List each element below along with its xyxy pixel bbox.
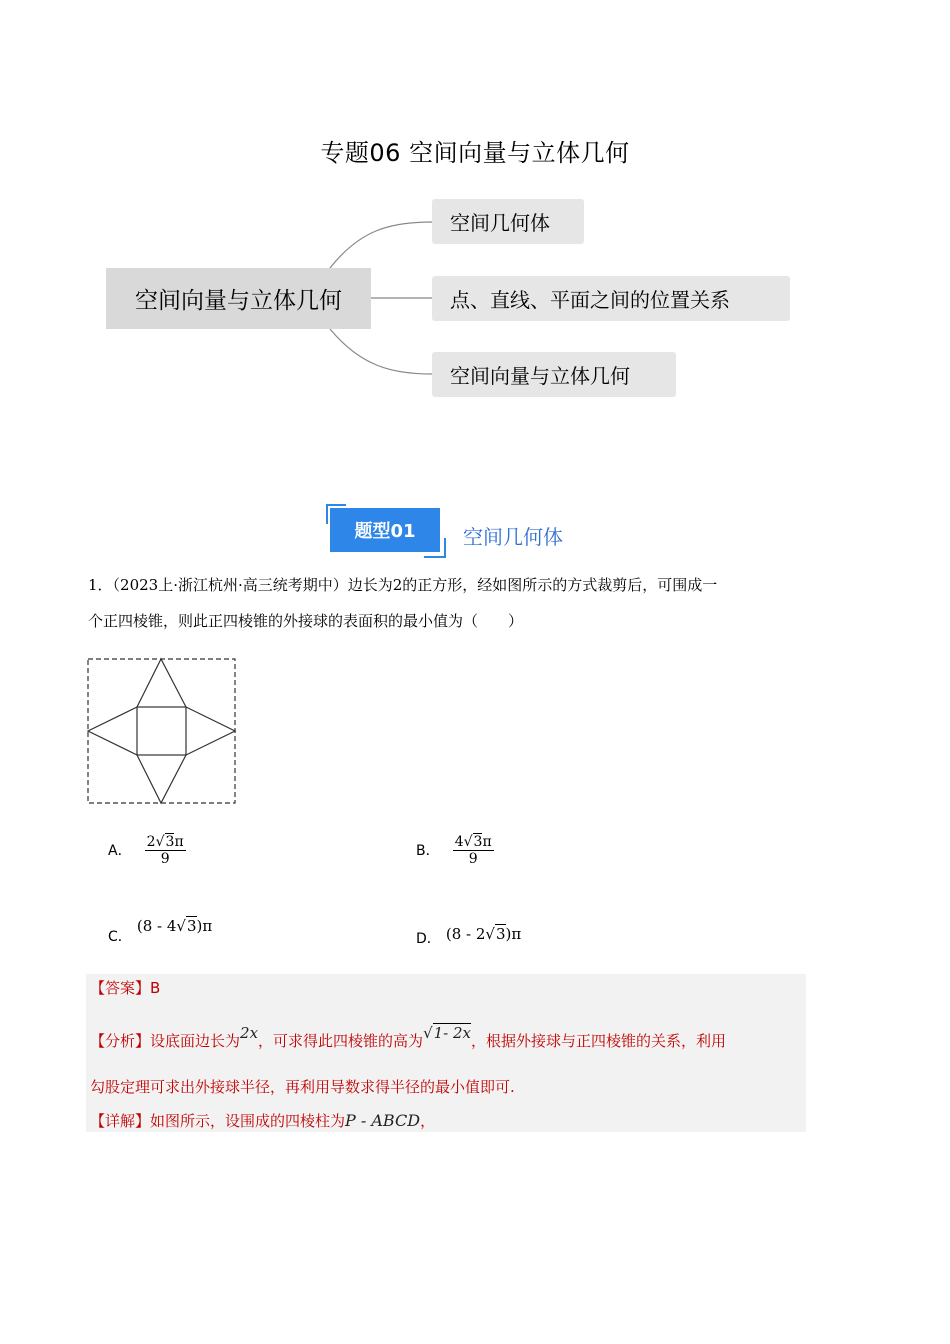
detail-line: 【详解】如图所示，设围成的四棱柱为P - ABCD， [90, 1111, 436, 1130]
option-b[interactable]: B． $\frac{4√3\pi}{9}$ [416, 834, 492, 867]
option-a-value: $\frac{2√3\pi}{9}$ [146, 834, 184, 867]
analysis-line-1: 【分析】设底面边长为2x，可求得此四棱锥的高为√1- 2x，根据外接球与正四棱锥的关系，利用 [90, 1024, 727, 1050]
answer-box [86, 974, 806, 1132]
option-d-value: (8 - 2√3)π [445, 925, 522, 943]
option-d[interactable]: D． (8 - 2√3)π [416, 925, 522, 947]
question-line-2: 个正四棱锥，则此正四棱锥的外接球的表面积的最小值为（ ） [88, 612, 524, 630]
option-c-value: (8 - 4√3)π [136, 917, 213, 935]
option-a[interactable]: A． $\frac{2√3\pi}{9}$ [108, 834, 184, 867]
mindmap-branch-1: 空间几何体 [432, 199, 584, 244]
answer-line: 【答案】B [90, 979, 161, 997]
option-c[interactable]: C． (8 - 4√3)π [108, 917, 213, 945]
mindmap-branch-2: 点、直线、平面之间的位置关系 [432, 276, 790, 321]
mindmap-branch-3: 空间向量与立体几何 [432, 352, 676, 397]
section-badge: 题型01 [330, 508, 440, 552]
question-line-1: 1．（2023上·浙江杭州·高三统考期中）边长为2的正方形，经如图所示的方式裁剪后，可围成一 [88, 576, 718, 594]
analysis-line-2: 勾股定理可求出外接球半径，再利用导数求得半径的最小值即可. [90, 1078, 515, 1096]
square-cut-figure [86, 657, 238, 805]
section-title: 空间几何体 [463, 525, 563, 549]
page-title: 专题06 空间向量与立体几何 [320, 139, 630, 167]
option-b-value: $\frac{4√3\pi}{9}$ [454, 834, 492, 867]
mindmap-root: 空间向量与立体几何 [106, 268, 371, 329]
